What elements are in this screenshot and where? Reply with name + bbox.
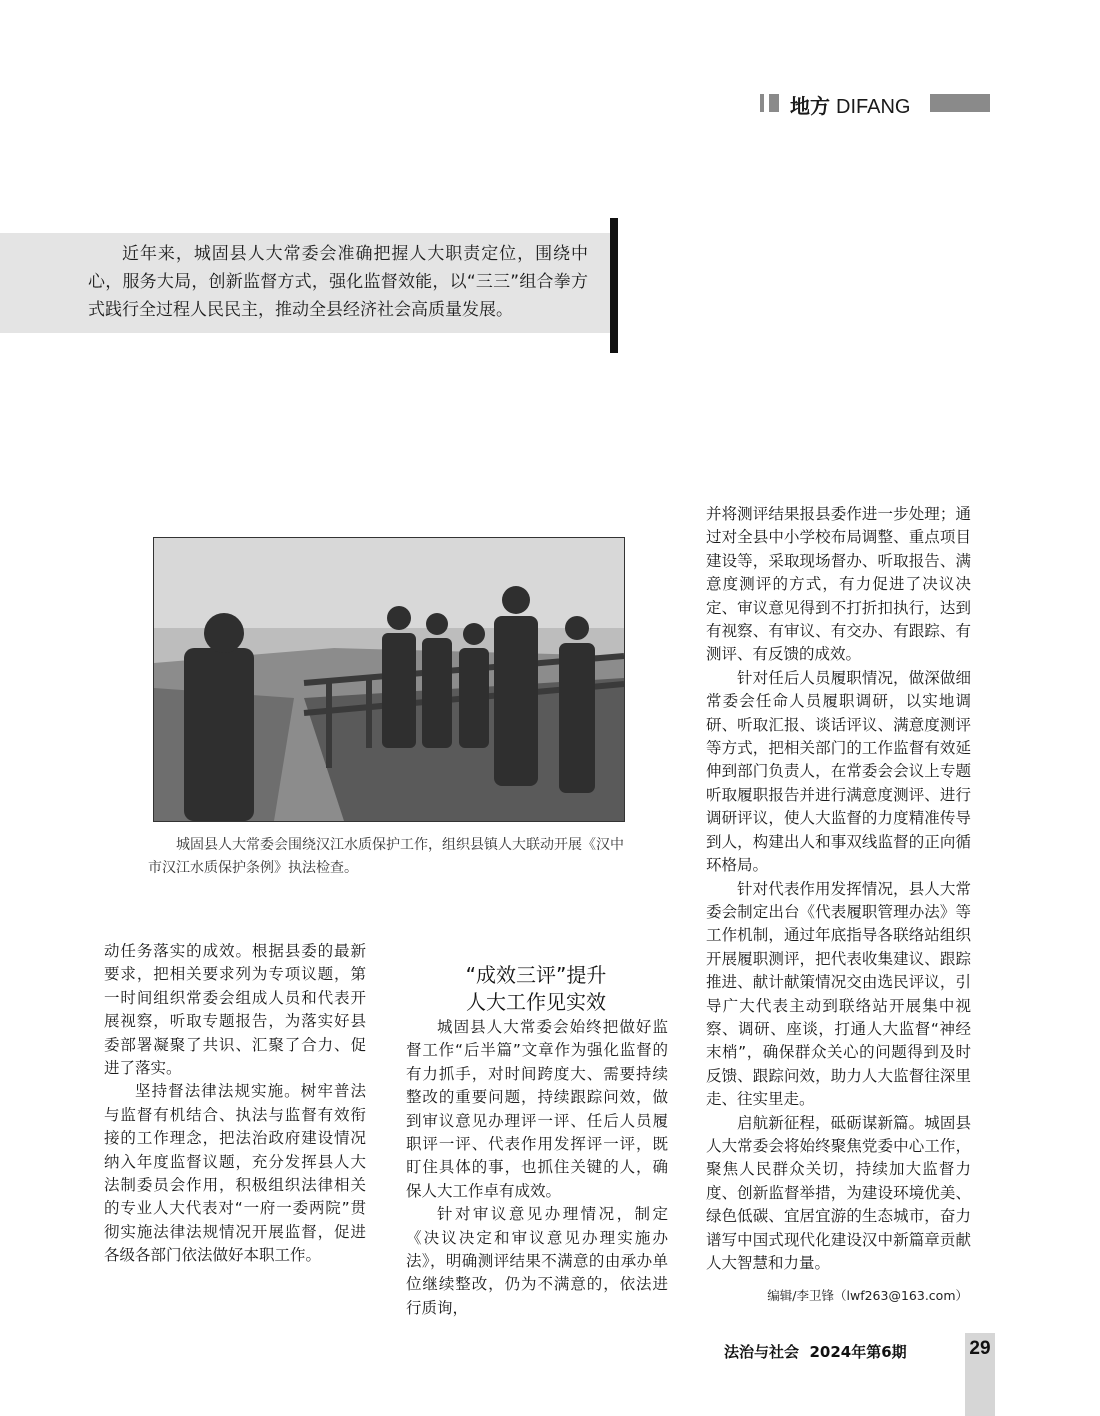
magazine-name: 法治与社会 — [724, 1343, 800, 1361]
article-column-2 — [406, 1016, 668, 1320]
paragraph: 城固县人大常委会始终把做好监督工作“后半篇”文章作为强化监督的有力抓手，对时间跨度大、需要持续整改的重要问题，持续跟踪问效，做到审议意见办理评一评、任后人员履职评一评、代表作用发挥评一评，既盯住具体的事，也抓住关键的人，确保人大工作卓有成效。 — [406, 1018, 668, 1200]
page-number: 29 — [969, 1338, 991, 1359]
photo-caption: 城固县人大常委会围绕汉江水质保护工作，组织县镇人大联动开展《汉中市汉江水质保护条例》执法检查。 — [148, 837, 624, 876]
section-label-latin: DIFANG — [836, 96, 911, 118]
paragraph: 针对审议意见办理情况，制定《决议决定和审议意见办理实施办法》，明确测评结果不满意的由承办单位继续整改，仍为不满意的，依法进行质询， — [406, 1205, 668, 1317]
editor-credit: 编辑/李卫锋（lwf263@163.com） — [767, 1288, 968, 1303]
paragraph: 针对代表作用发挥情况，县人大常委会制定出台《代表履职管理办法》等工作机制，通过年底指导各联络站组织开展履职测评，把代表收集建议、跟踪推进、献计献策情况交由选民评议，引导广大代表主动到联络站开展集中视察、调研、座谈，打通人大监督“神经末梢”，确保群众关心的问题得到及时反馈、跟踪问效，助力人大监督往深里走、往实里走。 — [706, 879, 971, 1109]
section-heading — [404, 962, 668, 1016]
intro-vertical-rule — [610, 218, 618, 353]
section-header — [760, 92, 995, 118]
issue-label: 2024年第6期 — [809, 1343, 907, 1361]
header-bar-decoration — [760, 94, 764, 112]
paragraph: 启航新征程，砥砺谋新篇。城固县人大常委会将始终聚焦党委中心工作，聚焦人民群众关切，持续加大监督力度、创新监督举措，为建设环境优美、绿色低碳、宜居宜游的生态城市，奋力谱写中国式现代化建设汉中新篇章贡献人大智慧和力量。 — [706, 1113, 971, 1272]
paragraph: 针对任后人员履职情况，做深做细常委会任命人员履职调研，以实地调研、听取汇报、谈话评议、满意度测评等方式，把相关部门的工作监督有效延伸到部门负责人，在常委会会议上专题听取履职报告并进行满意度测评、进行调研评议，使人大监督的力度精准传导到人，构建出人和事双线监督的正向循环格局。 — [706, 668, 971, 875]
section-heading-line: 人大工作见实效 — [466, 990, 606, 1014]
section-label-cn: 地方 — [790, 94, 830, 118]
header-bar-decoration — [769, 94, 779, 112]
photo-illustration — [154, 538, 624, 821]
paragraph: 动任务落实的成效。根据县委的最新要求，把相关要求列为专项议题，第一时间组织常委会组成人员和代表开展视察，听取专题报告，为落实好县委部署凝聚了共识、汇聚了合力、促进了落实。 — [104, 942, 366, 1078]
intro-paragraph: 近年来，城固县人大常委会准确把握人大职责定位，围绕中心，服务大局，创新监督方式，强化监督效能，以“三三”组合拳方式践行全过程人民民主，推动全县经济社会高质量发展。 — [88, 244, 588, 320]
header-bar-decoration — [930, 94, 990, 112]
paragraph: 坚持督法律法规实施。树牢普法与监督有机结合、执法与监督有效衔接的工作理念，把法治政府建设情况纳入年度监督议题，充分发挥县人大法制委员会作用，积极组织法律相关的专业人大代表对“一府一委两院”贯彻实施法律法规情况开展监督，促进各级各部门依法做好本职工作。 — [104, 1082, 366, 1265]
section-label — [790, 90, 910, 119]
article-photo — [153, 537, 625, 822]
section-heading-line: “成效三评”提升 — [465, 963, 607, 987]
article-column-1 — [104, 940, 366, 1268]
article-column-3 — [706, 503, 971, 1275]
footer-publication — [724, 1341, 907, 1362]
paragraph: 并将测评结果报县委作进一步处理；通过对全县中小学校布局调整、重点项目建设等，采取现场督办、听取报告、满意度测评的方式，有力促进了决议决定、审议意见得到不打折扣执行，达到有视察、有审议、有交办、有跟踪、有测评、有反馈的成效。 — [706, 505, 971, 664]
